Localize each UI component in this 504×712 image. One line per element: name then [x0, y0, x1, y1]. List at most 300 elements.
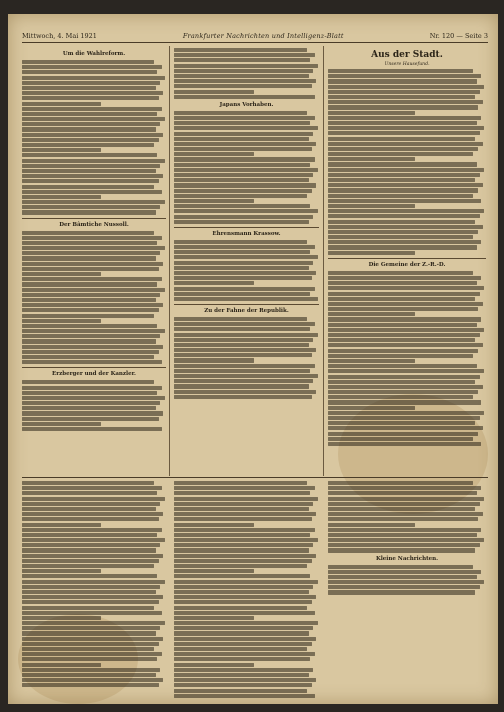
text-line	[328, 395, 473, 399]
text-line	[328, 307, 478, 311]
text-line	[328, 157, 415, 161]
text-line	[174, 333, 318, 337]
text-line	[328, 432, 478, 436]
column-c	[328, 48, 486, 447]
text-line	[174, 606, 307, 610]
text-line	[22, 60, 154, 64]
text-line	[328, 188, 478, 192]
text-line	[328, 533, 477, 537]
article-body	[174, 48, 319, 99]
text-line	[174, 348, 316, 352]
article-body	[22, 481, 166, 687]
text-line	[328, 364, 477, 368]
article-body	[174, 111, 319, 224]
text-line	[174, 533, 310, 537]
text-line	[174, 517, 312, 521]
text-line	[328, 406, 415, 410]
text-line	[22, 396, 165, 400]
text-line	[174, 322, 315, 326]
text-line	[22, 127, 156, 131]
text-line	[22, 595, 163, 599]
text-line	[328, 90, 480, 94]
text-line	[22, 626, 160, 630]
text-line	[174, 616, 254, 620]
text-line	[174, 358, 254, 362]
text-line	[174, 152, 254, 156]
lower-column-a	[22, 481, 166, 689]
text-line	[328, 349, 478, 353]
text-line	[174, 95, 315, 99]
text-line	[22, 133, 163, 137]
text-line	[174, 512, 316, 516]
text-line	[22, 117, 165, 121]
text-line	[174, 116, 315, 120]
text-line	[22, 600, 159, 604]
text-line	[22, 673, 156, 677]
text-line	[328, 426, 483, 430]
text-line	[174, 611, 315, 615]
text-line	[328, 209, 484, 213]
text-line	[174, 491, 310, 495]
masthead-date: Mittwoch, 4. Mai 1921	[22, 32, 97, 40]
text-line	[22, 663, 101, 667]
text-line	[174, 683, 312, 687]
text-line	[174, 621, 318, 625]
column-divider	[169, 46, 170, 476]
text-line	[22, 65, 162, 69]
text-line	[174, 163, 310, 167]
text-line	[22, 148, 101, 152]
article-body	[174, 240, 319, 301]
text-line	[174, 74, 309, 78]
text-line	[328, 111, 415, 115]
article-heading: Erzberger und der Kanzler.	[52, 371, 136, 378]
text-line	[22, 272, 101, 276]
text-line	[174, 157, 315, 161]
text-line	[22, 668, 160, 672]
text-line	[174, 395, 312, 399]
section-headline: Aus der Stadt.	[371, 50, 443, 60]
text-line	[328, 543, 480, 547]
text-line	[328, 168, 484, 172]
text-line	[174, 53, 315, 57]
text-line	[174, 142, 316, 146]
text-line	[328, 517, 478, 521]
text-line	[22, 631, 156, 635]
text-line	[22, 282, 157, 286]
text-line	[22, 616, 101, 620]
text-line	[22, 251, 160, 255]
text-line	[328, 297, 475, 301]
text-line	[22, 606, 154, 610]
text-line	[174, 147, 312, 151]
text-line	[328, 142, 483, 146]
text-line	[174, 390, 316, 394]
text-line	[22, 256, 156, 260]
text-line	[22, 76, 165, 80]
article-body	[22, 380, 166, 431]
text-line	[22, 590, 156, 594]
text-line	[22, 298, 156, 302]
text-line	[22, 391, 157, 395]
text-line	[174, 652, 315, 656]
text-line	[174, 364, 315, 368]
text-line	[328, 580, 484, 584]
text-line	[328, 105, 478, 109]
text-line	[174, 189, 312, 193]
section-divider	[22, 477, 488, 478]
article-body	[22, 231, 166, 365]
text-line	[22, 231, 154, 235]
text-line	[174, 250, 310, 254]
text-line	[22, 538, 165, 542]
text-line	[328, 79, 477, 83]
text-line	[174, 64, 318, 68]
text-line	[328, 162, 477, 166]
text-line	[174, 276, 312, 280]
text-line	[328, 442, 481, 446]
text-line	[22, 262, 163, 266]
text-line	[22, 548, 156, 552]
text-line	[174, 215, 313, 219]
text-line	[22, 91, 163, 95]
text-line	[174, 292, 310, 296]
text-line	[328, 507, 475, 511]
text-line	[22, 179, 159, 183]
text-line	[328, 126, 484, 130]
text-line	[22, 293, 160, 297]
text-line	[22, 308, 159, 312]
text-line	[328, 390, 478, 394]
text-line	[328, 354, 473, 358]
text-line	[174, 585, 313, 589]
masthead	[22, 30, 488, 43]
text-line	[174, 590, 309, 594]
text-line	[328, 497, 484, 501]
text-line	[174, 600, 312, 604]
text-line	[174, 240, 307, 244]
article-body	[174, 481, 319, 698]
text-line	[174, 642, 312, 646]
text-line	[174, 245, 315, 249]
text-line	[328, 85, 484, 89]
text-line	[174, 637, 316, 641]
text-line	[174, 261, 313, 265]
text-line	[328, 491, 477, 495]
text-line	[174, 657, 310, 661]
text-line	[22, 585, 160, 589]
text-line	[328, 271, 473, 275]
text-line	[22, 422, 101, 426]
text-line	[328, 502, 480, 506]
text-line	[328, 131, 480, 135]
text-line	[22, 355, 154, 359]
text-line	[22, 319, 101, 323]
text-line	[328, 100, 483, 104]
article-heading: Um die Wahlreform.	[62, 51, 126, 57]
text-line	[174, 668, 313, 672]
article-body	[22, 60, 166, 215]
text-line	[22, 334, 160, 338]
text-line	[22, 657, 157, 661]
text-line	[22, 138, 159, 142]
text-line	[22, 491, 157, 495]
article-heading: Der Bâmtiche Nussoll.	[59, 221, 129, 228]
text-line	[22, 107, 162, 111]
text-line	[22, 236, 162, 240]
text-line	[22, 185, 154, 189]
text-line	[174, 548, 309, 552]
text-line	[22, 267, 159, 271]
text-line	[174, 554, 316, 558]
text-line	[174, 574, 310, 578]
text-line	[328, 590, 475, 594]
text-line	[22, 288, 165, 292]
text-line	[328, 121, 477, 125]
text-line	[22, 277, 162, 281]
text-line	[22, 678, 163, 682]
text-line	[174, 353, 312, 357]
text-line	[22, 246, 165, 250]
column-b	[174, 48, 319, 400]
text-line	[174, 126, 318, 130]
text-line	[22, 543, 160, 547]
text-line	[328, 286, 484, 290]
text-line	[174, 528, 315, 532]
text-line	[328, 333, 480, 337]
text-line	[22, 174, 163, 178]
article-heading: Japans Vorhaben.	[219, 101, 274, 108]
text-line	[22, 386, 162, 390]
article-body	[328, 481, 486, 553]
text-line	[174, 481, 307, 485]
text-line	[22, 195, 101, 199]
text-line	[328, 240, 481, 244]
text-line	[174, 281, 254, 285]
text-line	[174, 58, 310, 62]
text-line	[328, 199, 481, 203]
text-line	[22, 200, 165, 204]
text-line	[328, 343, 483, 347]
text-line	[22, 143, 154, 147]
text-line	[22, 329, 165, 333]
text-line	[22, 112, 157, 116]
text-line	[328, 152, 473, 156]
text-line	[22, 380, 154, 384]
article-heading: Ehrensmann Krassow.	[212, 230, 281, 237]
text-line	[22, 517, 159, 521]
text-line	[328, 486, 481, 490]
text-line	[328, 230, 478, 234]
text-line	[328, 437, 473, 441]
text-line	[174, 90, 254, 94]
article-body	[328, 271, 486, 446]
article-body	[174, 317, 319, 399]
text-line	[328, 220, 475, 224]
text-line	[174, 559, 312, 563]
text-line	[22, 683, 159, 687]
text-line	[328, 380, 475, 384]
article-heading: Zu der Fahne der Republik.	[204, 307, 289, 314]
text-line	[174, 626, 313, 630]
text-line	[22, 70, 157, 74]
text-line	[174, 379, 313, 383]
text-line	[174, 183, 316, 187]
text-line	[328, 204, 415, 208]
text-line	[22, 481, 154, 485]
text-line	[174, 317, 307, 321]
text-line	[328, 225, 483, 229]
text-line	[22, 169, 156, 173]
article-heading: Kleine Nachrichten.	[375, 555, 439, 562]
text-line	[328, 528, 481, 532]
text-line	[328, 400, 481, 404]
text-line	[22, 241, 157, 245]
text-line	[22, 102, 101, 106]
text-line	[174, 111, 307, 115]
text-line	[328, 570, 481, 574]
text-line	[22, 401, 160, 405]
text-line	[328, 302, 483, 306]
text-line	[328, 116, 481, 120]
text-line	[328, 512, 483, 516]
text-line	[174, 497, 318, 501]
text-line	[22, 497, 165, 501]
text-line	[328, 359, 415, 363]
text-line	[22, 417, 159, 421]
text-line	[174, 569, 254, 573]
text-line	[22, 574, 157, 578]
text-line	[22, 621, 165, 625]
text-line	[328, 235, 473, 239]
text-line	[174, 543, 313, 547]
text-line	[22, 153, 157, 157]
text-line	[174, 673, 309, 677]
article-body	[328, 69, 486, 255]
text-line	[328, 178, 475, 182]
article-body	[328, 565, 486, 595]
text-line	[328, 251, 415, 255]
text-line	[328, 385, 483, 389]
text-line	[22, 339, 156, 343]
text-line	[174, 266, 309, 270]
text-line	[174, 631, 309, 635]
text-line	[22, 427, 162, 431]
text-line	[22, 528, 162, 532]
text-line	[174, 69, 313, 73]
text-line	[174, 689, 307, 693]
text-line	[174, 338, 313, 342]
text-line	[174, 564, 307, 568]
text-line	[174, 121, 310, 125]
text-line	[328, 69, 473, 73]
section-subheading: Unsere Hausefund.	[384, 62, 430, 67]
text-line	[22, 637, 163, 641]
text-line	[328, 375, 480, 379]
text-line	[22, 303, 163, 307]
text-line	[22, 210, 156, 214]
text-line	[328, 481, 473, 485]
text-line	[174, 374, 318, 378]
text-line	[328, 183, 483, 187]
text-line	[174, 209, 318, 213]
text-line	[22, 559, 159, 563]
text-line	[174, 194, 307, 198]
text-line	[174, 220, 309, 224]
text-line	[22, 406, 156, 410]
text-line	[328, 214, 480, 218]
text-line	[174, 255, 318, 259]
text-line	[328, 548, 475, 552]
article-heading: Die Gemeine der Z.-R.-D.	[368, 261, 446, 268]
text-line	[22, 345, 163, 349]
text-line	[328, 323, 477, 327]
text-line	[22, 564, 154, 568]
text-line	[22, 523, 101, 527]
text-line	[22, 502, 160, 506]
text-line	[328, 538, 484, 542]
text-line	[328, 585, 480, 589]
text-line	[174, 523, 254, 527]
text-line	[22, 86, 156, 90]
text-line	[174, 178, 309, 182]
text-line	[174, 486, 315, 490]
text-line	[22, 486, 162, 490]
text-line	[22, 411, 163, 415]
text-line	[22, 647, 154, 651]
text-line	[174, 369, 310, 373]
text-line	[22, 533, 157, 537]
text-line	[328, 421, 475, 425]
masthead-title: Frankfurter Nachrichten und Intelligenz-Blatt	[182, 32, 344, 40]
text-line	[174, 507, 309, 511]
masthead-page-number: Nr. 120 — Seite 3	[429, 32, 488, 40]
text-line	[174, 694, 315, 698]
text-line	[174, 580, 318, 584]
lower-column-c	[328, 481, 486, 596]
text-line	[328, 137, 475, 141]
text-line	[174, 678, 316, 682]
text-line	[174, 204, 310, 208]
text-line	[174, 595, 316, 599]
column-a	[22, 48, 166, 432]
text-line	[22, 81, 160, 85]
text-line	[328, 575, 477, 579]
text-line	[328, 312, 415, 316]
text-line	[328, 369, 484, 373]
text-line	[174, 502, 313, 506]
text-line	[22, 642, 159, 646]
text-line	[328, 411, 484, 415]
text-line	[174, 199, 254, 203]
text-line	[328, 416, 480, 420]
text-line	[174, 173, 313, 177]
text-line	[22, 164, 160, 168]
text-line	[174, 168, 318, 172]
text-line	[328, 338, 475, 342]
text-line	[22, 122, 160, 126]
text-line	[328, 281, 477, 285]
text-line	[174, 647, 307, 651]
text-line	[328, 245, 477, 249]
text-line	[22, 190, 162, 194]
text-line	[174, 343, 309, 347]
text-line	[328, 523, 415, 527]
text-line	[22, 512, 163, 516]
text-line	[328, 147, 478, 151]
text-line	[22, 360, 162, 364]
text-line	[174, 297, 318, 301]
